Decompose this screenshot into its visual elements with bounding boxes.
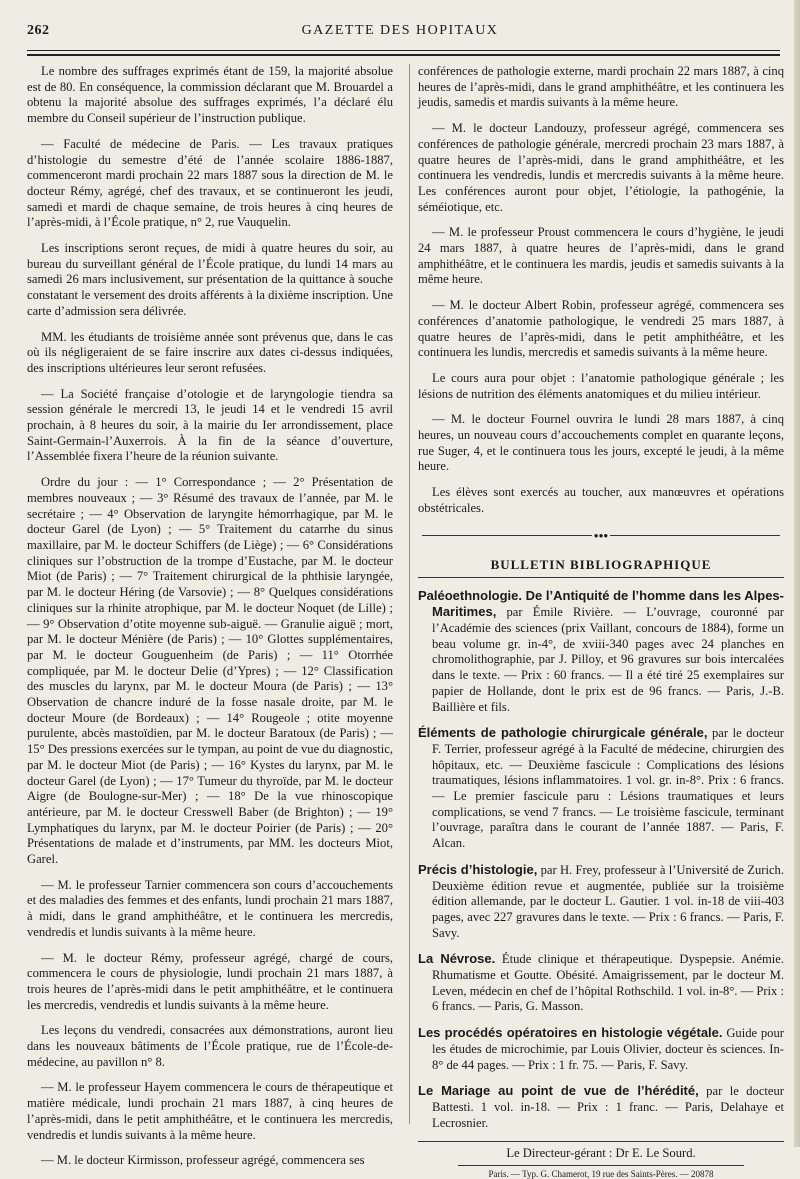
bibliography-entry-title: Éléments de pathologie chirurgicale générale, — [418, 725, 708, 741]
paragraph-fournel: — M. le docteur Fournel ouvrira le lundi 28 mars 1887, à cinq heures, un nouveau cours d’accouchements complet en quarante leçons, rue Suger, 4, et le continuera tous les jours, excepté le jeudi, à la même heure. — [418, 412, 784, 474]
paragraph-robin: — M. le docteur Albert Robin, professeur agrégé, commencera ses conférences d’anatomie pathologique, le vendredi 25 mars 1887, à quatre heures de l’après-midi, dans le petit amphithéâtre, et les continuera les lundis, mercredis et samedis suivants à la même heure. — [418, 298, 784, 360]
section-divider: ●●● — [418, 527, 784, 545]
bibliography-entry-title: Précis d’histologie, — [418, 861, 538, 877]
paragraph-lecons-vendredi: Les leçons du vendredi, consacrées aux démonstrations, auront lieu dans les nouveaux bâtiments de l’École pratique, rue de l’École-de-médecine, au pavillon n° 8. — [27, 1023, 393, 1069]
paragraph-election: Le nombre des suffrages exprimés étant de 159, la majorité absolue est de 80. En conséquence, la commission déclarant que M. Brouardel a obtenu la majorité absolue des suffrages exprimés, l’a déclaré élu membre du Conseil supérieur de l’instruction publique. — [27, 64, 393, 126]
header-rule-thick — [27, 54, 780, 56]
paragraph-proust: — M. le professeur Proust commencera le cours d’hygiène, le jeudi 24 mars 1887, à quatre heures de l’après-midi, dans le grand amphithéâtre, et le continuera les mardis, jeudis et samedis suivants à la même heure. — [418, 225, 784, 287]
bibliography-entry-text: par le docteur Battesti. 1 vol. in-18. — Prix : 1 franc. — Paris, Delahaye et Lecrosnier. — [432, 1084, 784, 1130]
header-rule — [27, 50, 780, 51]
paragraph-societe-otologie: — La Société française d’otologie et de laryngologie tiendra sa session générale le mercredi 13, le jeudi 14 et le vendredi 15 avril prochain, à 8 heures du soir, à la mairie du Ier arrondissement, place Saint-Germain-l’Auxerrois. À la fin de la séance d’ouverture, l’Assemblée fixera l’heure de la réunion suivante. — [27, 386, 393, 464]
bulletin-heading: BULLETIN BIBLIOGRAPHIQUE — [490, 556, 712, 572]
paragraph-kirmisson: — M. le docteur Kirmisson, professeur agrégé, commencera ses — [41, 1153, 365, 1168]
bibliography-entry-text: par H. Frey, professeur à l’Université de Zurich. Deuxième édition revue et augmentée, publiée sur la troisième édition allemande, par le docteur L. Gautier. 1 vol. in-18 de viii-403 pages, avec 227 gravures dans le texte. — Prix : 6 francs. — Paris, F. Savy. — [432, 862, 784, 940]
bibliography-entry-title: La Névrose. — [418, 951, 496, 967]
bibliography-entry — [418, 1083, 784, 1131]
bulletin-rule — [418, 577, 784, 578]
paragraph-etudiants: MM. les étudiants de troisième année sont prévenus que, dans le cas où ils négligeraient de se faire inscrire aux dates ci-dessus indiquées, des inscriptions ultérieures leur seront refusées. — [27, 329, 393, 375]
paragraph-inscriptions: Les inscriptions seront reçues, de midi à quatre heures du soir, au bureau du surveillant général de l’École pratique, du lundi 14 mars au samedi 26 mars inclusivement, sur présentation de la quittance à souche constatant le versement des droits afférents à la dixième inscription. Une carte d’admission sera délivrée. — [27, 241, 393, 318]
bibliography-entry-text: par Émile Rivière. — L’ouvrage, couronné par l’Académie des sciences (prix Vaillant, concours de 1884), forme un beau volume gr. in-4°, de xviii-340 pages avec 24 planches en chromolithographie, par J. Pilloy, et 96 gravures sur bois intercalées dans le texte. — Prix : 60 francs. — Il a été tiré 25 exemplaires sur papier de Hollande, dont le prix est de 96 francs. — Paris, J.-B. Baillière et fils. — [432, 605, 784, 714]
paragraph-eleves: Les élèves sont exercés au toucher, aux manœuvres et opérations obstétricales. — [418, 485, 784, 515]
bibliography-entry-title: Paléoethnologie. De l’Antiquité de l’homme dans les Alpes-Maritimes, — [418, 587, 784, 620]
bibliography-entry — [418, 862, 784, 942]
bibliography-entry-text: Étude clinique et thérapeutique. Dyspepsie. Anémie. Rhumatisme et Goutte. Obésité. Amaigrissement, par le docteur M. Leven, médecin en chef de l’hôpital Rothschild. 1 vol. in-8°. — Prix : 6 francs. — Paris, G. Masson. — [432, 952, 785, 1014]
page-edge — [794, 0, 800, 1147]
imprint-rule — [458, 1165, 744, 1166]
paragraph-landouzy: — M. le docteur Landouzy, professeur agrégé, commencera ses conférences de pathologie générale, mercredi prochain 23 mars 1887, à quatre heures de l’après-midi, dans le grand amphithéâtre, et les continuera les vendredis, lundis et mercredis suivants à la même heure. Les conférences auront pour objet, l’étiologie, la pathogénie, la séméiotique, etc. — [418, 121, 784, 214]
paragraph-faculte: — Faculté de médecine de Paris. — Les travaux pratiques d’histologie du semestre d’été de l’année scolaire 1886-1887, commenceront mardi prochain 22 mars 1887 sous la direction de M. le docteur Rémy, agrégé, chef des travaux, et se continueront les jeudi, samedi et mardi de chaque semaine, de trois heures à cinq heures de l’après-midi, à l’École pratique, n° 2, rue Vauquelin. — [27, 136, 393, 230]
paragraph-remy: — M. le docteur Rémy, professeur agrégé, chargé de cours, commencera le cours de physiologie, lundi prochain 21 mars 1887, à trois heures de l’après-midi dans le petit amphithéâtre, et le continuera les mercredis, vendredis et lundis suivants à la même heure. — [27, 950, 393, 1012]
column-rule — [409, 64, 410, 1124]
bibliography-entry-title: Les procédés opératoires en histologie végétale. — [418, 1025, 723, 1041]
paragraph-tarnier: — M. le professeur Tarnier commencera son cours d’accouchements et des maladies des femmes et des enfants, lundi prochain 21 mars 1887, à midi, dans le grand amphithéâtre, et le continuera les mercredis, vendredis et lundis suivants à la même heure. — [27, 877, 393, 939]
imprint: Paris. — Typ. G. Chamerot, 19 rue des Saints-Pères. — 20878 — [488, 1169, 714, 1179]
bibliography-entry — [418, 951, 784, 1015]
paragraph-hayem: — M. le professeur Hayem commencera le cours de thérapeutique et matière médicale, lundi prochain 21 mars 1887, à cinq heures de l’après-midi, dans le petit amphithéâtre, et le continuera les mercredis, vendredis et lundis suivants à la même heure. — [27, 1080, 393, 1142]
right-column — [418, 64, 784, 1179]
page-number: 262 — [27, 23, 50, 38]
bibliography-entry-text: Guide pour les études de microchimie, par Louis Olivier, docteur ès sciences. In-8° de 44 pages. — Prix : 1 fr. 75. — Paris, F. Savy. — [432, 1026, 784, 1072]
bibliography-entry-title: Le Mariage au point de vue de l’hérédité, — [418, 1083, 699, 1099]
paragraph-cours-objet: Le cours aura pour objet : l’anatomie pathologique générale ; les lésions de nutrition des éléments anatomiques et du milieu intérieur. — [418, 370, 784, 401]
left-column — [27, 64, 393, 1179]
paragraph-kirmisson-cont: conférences de pathologie externe, mardi prochain 22 mars 1887, à cinq heures de l’après-midi, dans le grand amphithéâtre, et les continuera les jeudis, samedis et mardis suivants à la même heure. — [418, 64, 784, 110]
paragraph-ordre-du-jour: Ordre du jour : — 1° Correspondance ; — 2° Présentation de membres nouveaux ; — 3° Résumé des travaux de l’année, par M. le secrétaire ; — 4° Observation de laryngite hémorrhagique, par M. le docteur Garel (de Lyon) ; — 5° Traitement du catarrhe du sinus maxillaire, par M. le docteur Schiffers (de Liège) ; — 6° Considérations cliniques sur l’obstruction de la trompe d’Eustache, par M. le docteur Miot (de Paris) ; — 7° Traitement chirurgical de la phthisie laryngée, par M. le docteur Héring (de Varsovie) ; — 8° Quelques considérations cliniques sur la rhinite atrophique, par M. le docteur Noquet (de Lille) ; — 9° Observation d’otite moyenne sub-aiguë. — Granulie aiguë ; mort, par M. le docteur Ménière (de Paris) ; — 10° Glottes supplémentaires, par M. le docteur Gouguenheim (de Paris) ; — 11° Otorrhée compliquée, par M. le docteur Delie (d’Ypres) ; — 12° Classification des muscles du larynx, par M. le docteur Moura (de Paris) ; — 13° Observation de chancre induré de la fosse nasale droite, par M. le docteur Moure (de Bordeaux) ; — 14° Rougeole ; otite moyenne purulente, abcès mastoïdien, par M. le docteur Baratoux (de Paris) ; — 15° Des pressions exercées sur le tympan, au point de vue du diagnostic, par M. le docteur Miot (de Paris) ; — 16° Kystes du larynx, par M. le docteur Garel (de Lyon) ; — 17° Tumeur du thyroïde, par M. le docteur Aigre (de Boulogne-sur-Mer) ; — 18° De la vue rhinoscopique antérieure, par M. le docteur Cresswell Baber (de Brighton) ; — 19° Lymphatiques du larynx, par M. le docteur Poirier (de Paris) ; — 20° Présentations de malade et d’instruments, par MM. les docteurs Miot, Garel. — [27, 475, 393, 867]
bibliography-entry — [418, 725, 784, 852]
bibliography-entry — [418, 588, 784, 716]
signature-rule — [418, 1141, 784, 1142]
running-title: GAZETTE DES HOPITAUX — [301, 23, 499, 38]
bibliography-entry — [418, 1025, 784, 1073]
bibliography-entry-text: par le docteur F. Terrier, professeur agrégé à la Faculté de médecine, chirurgien des hôpitaux, etc. — Deuxième fascicule : Complications des lésions traumatiques, lésions inflammatoires. 1 vol. gr. in-8°. Prix : 6 francs. — Le premier fascicule paru : Lésions traumatiques et leurs complications, se vend 7 francs. — Le troisième fascicule, terminant l’ouvrage, paraîtra dans le courant de l’année 1887. — Paris, F. Alcan. — [432, 726, 784, 851]
signature: Le Directeur-gérant : Dr E. Le Sourd. — [506, 1146, 696, 1161]
